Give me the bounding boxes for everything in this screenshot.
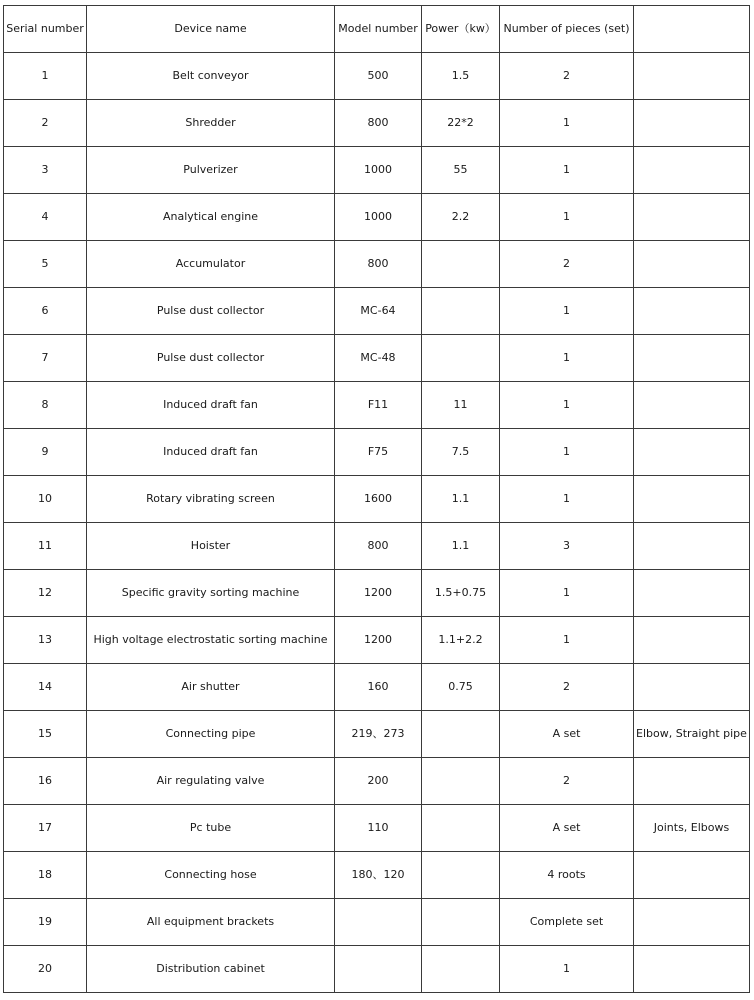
model-number-cell: 800 — [335, 523, 422, 570]
pieces-cell: A set — [500, 711, 634, 758]
device-name-cell: Air regulating valve — [87, 758, 335, 805]
remarks-cell — [634, 288, 750, 335]
serial-number-cell: 2 — [4, 100, 87, 147]
table-body — [4, 53, 750, 993]
model-number-cell: 1600 — [335, 476, 422, 523]
power-cell: 11 — [422, 382, 500, 429]
table-row — [4, 53, 750, 100]
table-row — [4, 711, 750, 758]
pieces-cell: 1 — [500, 429, 634, 476]
power-cell — [422, 288, 500, 335]
power-cell — [422, 241, 500, 288]
device-name-cell: Accumulator — [87, 241, 335, 288]
pieces-cell: 2 — [500, 664, 634, 711]
serial-number-cell: 4 — [4, 194, 87, 241]
serial-number-cell: 11 — [4, 523, 87, 570]
pieces-cell: 4 roots — [500, 852, 634, 899]
remarks-cell — [634, 899, 750, 946]
model-number-cell: 160 — [335, 664, 422, 711]
device-name-cell: Induced draft fan — [87, 382, 335, 429]
power-cell: 0.75 — [422, 664, 500, 711]
power-cell: 1.1+2.2 — [422, 617, 500, 664]
table-row — [4, 100, 750, 147]
remarks-cell — [634, 53, 750, 100]
device-name-cell: Induced draft fan — [87, 429, 335, 476]
remarks-cell — [634, 335, 750, 382]
power-cell — [422, 711, 500, 758]
serial-number-cell: 17 — [4, 805, 87, 852]
power-cell: 1.1 — [422, 523, 500, 570]
model-number-cell: 800 — [335, 241, 422, 288]
pieces-cell: A set — [500, 805, 634, 852]
table-row — [4, 758, 750, 805]
serial-number-cell: 18 — [4, 852, 87, 899]
remarks-cell — [634, 758, 750, 805]
pieces-cell: 1 — [500, 476, 634, 523]
device-name-cell: Pulse dust collector — [87, 288, 335, 335]
table-row — [4, 946, 750, 993]
model-number-cell: 200 — [335, 758, 422, 805]
pieces-cell: 1 — [500, 617, 634, 664]
device-name-cell: Air shutter — [87, 664, 335, 711]
table-row — [4, 570, 750, 617]
table-row — [4, 617, 750, 664]
serial-number-cell: 16 — [4, 758, 87, 805]
serial-number-cell: 9 — [4, 429, 87, 476]
remarks-cell — [634, 523, 750, 570]
model-number-cell: 500 — [335, 53, 422, 100]
header-serial-number: Serial number — [4, 6, 87, 53]
pieces-cell: 1 — [500, 100, 634, 147]
power-cell: 1.5 — [422, 53, 500, 100]
remarks-cell — [634, 100, 750, 147]
table-row — [4, 335, 750, 382]
model-number-cell: 219、273 — [335, 711, 422, 758]
header-device-name: Device name — [87, 6, 335, 53]
power-cell: 22*2 — [422, 100, 500, 147]
pieces-cell: 3 — [500, 523, 634, 570]
table-header-row — [4, 6, 750, 53]
pieces-cell: 1 — [500, 946, 634, 993]
header-number-of-pieces: Number of pieces (set) — [500, 6, 634, 53]
model-number-cell: MC-64 — [335, 288, 422, 335]
pieces-cell: 1 — [500, 335, 634, 382]
table-row — [4, 194, 750, 241]
serial-number-cell: 7 — [4, 335, 87, 382]
table-row — [4, 523, 750, 570]
table-row — [4, 147, 750, 194]
remarks-cell — [634, 570, 750, 617]
remarks-cell — [634, 664, 750, 711]
pieces-cell: 1 — [500, 382, 634, 429]
model-number-cell: 800 — [335, 100, 422, 147]
model-number-cell: 180、120 — [335, 852, 422, 899]
device-name-cell: Analytical engine — [87, 194, 335, 241]
device-name-cell: Pc tube — [87, 805, 335, 852]
device-name-cell: Shredder — [87, 100, 335, 147]
model-number-cell: 1000 — [335, 147, 422, 194]
power-cell — [422, 335, 500, 382]
pieces-cell: 1 — [500, 288, 634, 335]
serial-number-cell: 13 — [4, 617, 87, 664]
model-number-cell: 1000 — [335, 194, 422, 241]
model-number-cell — [335, 899, 422, 946]
table-row — [4, 805, 750, 852]
power-cell — [422, 852, 500, 899]
pieces-cell: 2 — [500, 758, 634, 805]
serial-number-cell: 6 — [4, 288, 87, 335]
power-cell: 7.5 — [422, 429, 500, 476]
remarks-cell — [634, 476, 750, 523]
table-row — [4, 476, 750, 523]
model-number-cell: 1200 — [335, 570, 422, 617]
model-number-cell: F11 — [335, 382, 422, 429]
device-name-cell: Pulse dust collector — [87, 335, 335, 382]
device-name-cell: Belt conveyor — [87, 53, 335, 100]
pieces-cell: 1 — [500, 147, 634, 194]
table-row — [4, 664, 750, 711]
table-row — [4, 288, 750, 335]
device-name-cell: Pulverizer — [87, 147, 335, 194]
remarks-cell — [634, 382, 750, 429]
table-row — [4, 241, 750, 288]
remarks-cell — [634, 429, 750, 476]
remarks-cell: Joints, Elbows — [634, 805, 750, 852]
table-row — [4, 382, 750, 429]
pieces-cell: Complete set — [500, 899, 634, 946]
power-cell: 1.1 — [422, 476, 500, 523]
device-name-cell: Hoister — [87, 523, 335, 570]
pieces-cell: 1 — [500, 570, 634, 617]
table-row — [4, 899, 750, 946]
device-name-cell: Distribution cabinet — [87, 946, 335, 993]
device-name-cell: Rotary vibrating screen — [87, 476, 335, 523]
device-name-cell: All equipment brackets — [87, 899, 335, 946]
device-name-cell: Specific gravity sorting machine — [87, 570, 335, 617]
model-number-cell: 110 — [335, 805, 422, 852]
header-remarks — [634, 6, 750, 53]
serial-number-cell: 1 — [4, 53, 87, 100]
power-cell — [422, 758, 500, 805]
remarks-cell — [634, 852, 750, 899]
device-name-cell: Connecting pipe — [87, 711, 335, 758]
model-number-cell — [335, 946, 422, 993]
model-number-cell: 1200 — [335, 617, 422, 664]
serial-number-cell: 20 — [4, 946, 87, 993]
device-name-cell: Connecting hose — [87, 852, 335, 899]
serial-number-cell: 19 — [4, 899, 87, 946]
device-name-cell: High voltage electrostatic sorting machine — [87, 617, 335, 664]
equipment-table — [3, 5, 750, 993]
serial-number-cell: 5 — [4, 241, 87, 288]
remarks-cell — [634, 617, 750, 664]
serial-number-cell: 12 — [4, 570, 87, 617]
header-power: Power（kw） — [422, 6, 500, 53]
pieces-cell: 2 — [500, 53, 634, 100]
power-cell: 1.5+0.75 — [422, 570, 500, 617]
model-number-cell: F75 — [335, 429, 422, 476]
remarks-cell — [634, 194, 750, 241]
power-cell — [422, 946, 500, 993]
pieces-cell: 1 — [500, 194, 634, 241]
serial-number-cell: 3 — [4, 147, 87, 194]
power-cell: 2.2 — [422, 194, 500, 241]
remarks-cell — [634, 946, 750, 993]
model-number-cell: MC-48 — [335, 335, 422, 382]
remarks-cell — [634, 241, 750, 288]
serial-number-cell: 15 — [4, 711, 87, 758]
remarks-cell: Elbow, Straight pipe — [634, 711, 750, 758]
table-row — [4, 852, 750, 899]
pieces-cell: 2 — [500, 241, 634, 288]
header-model-number: Model number — [335, 6, 422, 53]
power-cell — [422, 899, 500, 946]
serial-number-cell: 8 — [4, 382, 87, 429]
power-cell — [422, 805, 500, 852]
power-cell: 55 — [422, 147, 500, 194]
remarks-cell — [634, 147, 750, 194]
serial-number-cell: 10 — [4, 476, 87, 523]
table-row — [4, 429, 750, 476]
serial-number-cell: 14 — [4, 664, 87, 711]
